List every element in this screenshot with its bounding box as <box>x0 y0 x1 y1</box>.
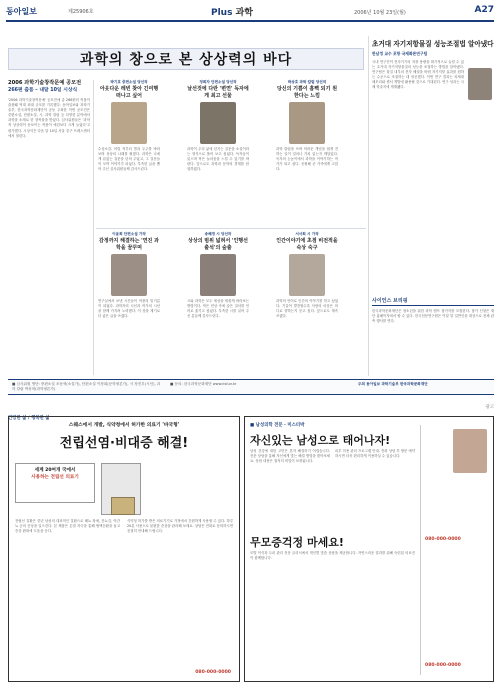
ad-section-label: 건강한 삶 / 행복한 삶 <box>8 416 50 421</box>
ad-top-label: ■ 남성의학 전문 · 미스터박 <box>250 423 305 428</box>
winner-title: 감정까지 해결하는 '연진 과학을 꿈꾸며 <box>99 238 159 251</box>
organizers: 주최 동아일보 과학기술부 한국과학문화재단 <box>358 382 428 386</box>
winner-text: 과학의 언어로 인간의 이야기를 하고 싶었다. 기술이 발전할수록 사람의 마음은 어디로 향하는지 묻고 싶다. 앞으로도 계속 쓰겠다. <box>276 299 338 319</box>
winner-photo <box>289 102 325 144</box>
side-article-body: 국내 연구진이 전자기기의 저장 용량을 획기적으로 늘릴 수 있는 초거대 자기저항물질의 성능을 조절하는 방법을 알아냈다. 연구팀은 물질 내부의 전자 배열을 바꿔 자기저항 효과를 원하는 수준으로 조절하는 데 성공했다. 이번 연구 결과는 차세대 메모리와 센서 개발에 활용될 것으로 기대된다. 연구 성과는 국제 학술지에 게재됐다. <box>372 60 464 90</box>
newspaper-logo: 동아일보 <box>6 7 37 16</box>
winner-photo <box>111 102 147 144</box>
winner-title: 날선것에 다란 '변연' 독자에게 최고 선물 <box>187 86 249 99</box>
ad-headline-suffix: 마세요! <box>303 536 344 549</box>
lead-subhead: 266편 출품 – 내달 10일 시상식 <box>8 88 78 93</box>
ad-body-text: 모발 이식과 두피 관리 전문 클리닉에서 개인별 맞춤 상담을 제공합니다. 자연스러운 결과를 위해 숙련된 의료진이 함께합니다. <box>250 551 415 561</box>
advertisement-clinic <box>244 416 494 682</box>
section-title <box>211 5 253 18</box>
winner-card <box>98 80 160 228</box>
winner-name: 송혜경 시 당선작 <box>204 232 232 236</box>
author-photo <box>468 68 492 100</box>
winner-card <box>276 80 338 228</box>
ad-body-text: 전립선 질환은 중년 남성의 대표적인 질환으로 배뇨 장애, 잔뇨감, 야간뇨 등의 증상을 일으킨다. 본 제품은 온열 자극을 통해 혈액순환을 돕고 증상 완화에 도움을 준다. <box>15 519 120 534</box>
ad-body-text: 남성 건강에 대한 고민은 혼자 해결하기 어렵습니다. 전문 상담을 통해 자신에게 맞는 해결 방법을 찾아보세요. 상담 내용은 철저히 비밀이 보장됩니다. <box>250 449 330 464</box>
info-bar <box>8 379 494 395</box>
winner-text: 과학이 우리 삶에 던지는 질문을 소설이라는 형식으로 풀어 보고 싶었다. 독자들이 읽으며 작은 놀라움을 느낄 수 있기를 바란다. 앞으로도 과학과 문학의 경계를 탐험하겠다. <box>187 147 249 172</box>
ad-headline-main: 무모증걱정 <box>250 536 304 549</box>
section-prefix: Plus <box>211 8 233 18</box>
page-header <box>6 4 494 22</box>
winner-photo <box>200 102 236 144</box>
ad-big-headline: 전립선염·비대증 해결! <box>59 436 189 451</box>
ad-callout-box <box>15 463 95 503</box>
ad-tag: 광고 <box>485 405 494 410</box>
lead-article <box>8 80 90 380</box>
lead-headline: 2006 과학기술창작문예 공모전 <box>8 80 82 86</box>
contact-info: ■ 문의: 한국과학문화재단 www.ksf.or.kr <box>170 382 237 386</box>
side-article-author: 한남정 교수 포항 국제화론연구팀 <box>372 51 428 56</box>
winner-title: 인간이야기에 초점 비전적을 숙상 숙구 <box>276 238 338 251</box>
ad-section-bar <box>8 404 494 421</box>
product-device-image <box>111 497 135 515</box>
winner-title: 상상의 범위 넓혀서 '인행선 출석'의 숲출 <box>188 238 248 251</box>
winner-card <box>98 232 160 380</box>
lead-body: '2006 과학기술창작문예' 공모전에 총 266편의 작품이 출품돼 역대 최대 규모를 기록했다. 동아일보와 과학기술부, 한국과학문화재단이 공동 주최한 이번 공모전은 중편소설, 단편소설, 시, 과학 칼럼 등 다양한 분야에서 과학을 소재로 한 창작물을 받았다. 심사위원들은 '과학적 상상력이 돋보이는 작품이 예년보다 크게 늘었다'고 평가했다. 시상식은 다음 달 10일 서울 중구 프레스센터에서 열린다. <box>8 98 90 138</box>
winner-card <box>187 232 249 380</box>
winner-name: 서서희 시 가작 <box>295 232 319 236</box>
winner-text: 연구실에서 보낸 시간들이 작품의 밑거름이 되었다. 과학자의 시선과 작가의 시선을 함께 가지려 노력했다. 이 상을 계기로 더 좋은 글을 쓰겠다. <box>98 299 160 319</box>
ad-model-photo <box>453 429 487 473</box>
winner-card <box>187 80 249 228</box>
ad-body-text: 피부 미용 관리 프로그램 안내. 전화 상담 후 방문 예약하시면 더욱 편리하게 이용하실 수 있습니다. <box>335 449 415 459</box>
callout-line: 사용하는 전립선 의료기 <box>31 475 79 480</box>
ad-headline-2 <box>250 531 344 550</box>
briefing-body: 한국과학문화재단은 청소년을 위한 과학 캠프 참가자를 모집한다. 참가 신청은 재단 홈페이지에서 할 수 있다. 한국천문연구원은 이달 말 일반인을 대상으로 천체 관측 행사를 연다. <box>372 309 494 324</box>
winner-text: 과학 칼럼을 쓰며 어려운 개념을 쉽게 전하는 일이 얼마나 가치 있는지 깨달았다. 독자의 눈높이에서 과학을 이야기하는 작가가 되고 싶다. 응원해 준 가족에게 고맙다. <box>276 147 338 172</box>
ad-phone: 080-000-0000 <box>425 663 461 668</box>
winner-name: 정희자 단편소설 당선작 <box>199 80 237 84</box>
callout-line: 세계 20여개 국에서 <box>34 468 76 473</box>
science-briefing <box>372 297 494 391</box>
winner-card <box>276 232 338 380</box>
section-name: 과학 <box>235 8 253 18</box>
advertisement-prostate <box>8 416 240 682</box>
winner-name: 이윤희 단편소설 가작 <box>112 232 146 236</box>
page-number: A27 <box>474 5 494 15</box>
publication-date: 2006년 10월 23일(월) <box>354 10 406 16</box>
ad-phone: 080-000-0000 <box>425 537 461 542</box>
column-divider <box>93 80 94 375</box>
ad-headline: 스웨스에서 개발, 식약청에서 허가한 의료기 '바국형' <box>68 423 180 428</box>
winner-name: 박기호 중편소설 당선작 <box>110 80 148 84</box>
issue-number: 제25906호 <box>68 9 94 15</box>
side-article-title: 초거대 자기저항물질 성능조절법 알아냈다 <box>372 40 494 48</box>
ad-big-headline: 자신있는 남성으로 태어나자! <box>250 434 391 447</box>
winner-title: 아웃다운 레빈 찾아 긴여행 떠나고 싶어 <box>99 86 159 99</box>
judges-list: ■ 심사위원 명단: 중편소설 조동혁(소설가), 단편소설 이정희(문학평론가), 시 정진우(시인), 과학 칼럼 박상혁(과학평론가) <box>12 382 161 391</box>
side-article <box>372 40 494 260</box>
winner-photo <box>200 254 236 296</box>
winner-text: 수상소감. 어릴 적부터 별과 우주를 바라보며 상상의 나래를 펼쳤다. 과학은 나에게 끝없는 질문을 던져 주었고, 그 질문들이 모여 이야기가 되었다. 부족한 글을 뽑아 주신 심사위원들께 감사드린다. <box>98 147 160 172</box>
ad-divider <box>420 425 421 675</box>
row-divider <box>96 228 366 229</box>
ad-body-text: 식약청 허가를 받은 의료기기로 가정에서 간편하게 사용할 수 있다. 하루 20분 사용으로 불편한 증상을 관리해 보세요. 상담은 전화로 문의하시면 친절히 안내해 드립니다. <box>127 519 233 534</box>
feature-banner <box>8 48 364 70</box>
winner-title: 당신의 기쁨이 흠뻑 되기 원한다는 느낌 <box>276 86 338 99</box>
winner-photo <box>289 254 325 296</box>
ad-phone: 080-000-0000 <box>195 670 231 675</box>
winner-text: 시와 과학은 모두 세상을 새롭게 바라보는 방법이다. 작은 현상 속에 숨은 질서를 언어로 옮기고 싶었다. 부족한 시를 읽어 주신 분들께 감사드린다. <box>187 299 249 319</box>
banner-title: 과학의 창으로 본 상상력의 바다 <box>79 52 293 68</box>
winner-name: 박상호 과학 칼럼 당선작 <box>287 80 327 84</box>
winner-photo <box>111 254 147 296</box>
column-divider <box>368 36 369 376</box>
briefing-header: 사이언스 브리핑 <box>372 297 494 306</box>
